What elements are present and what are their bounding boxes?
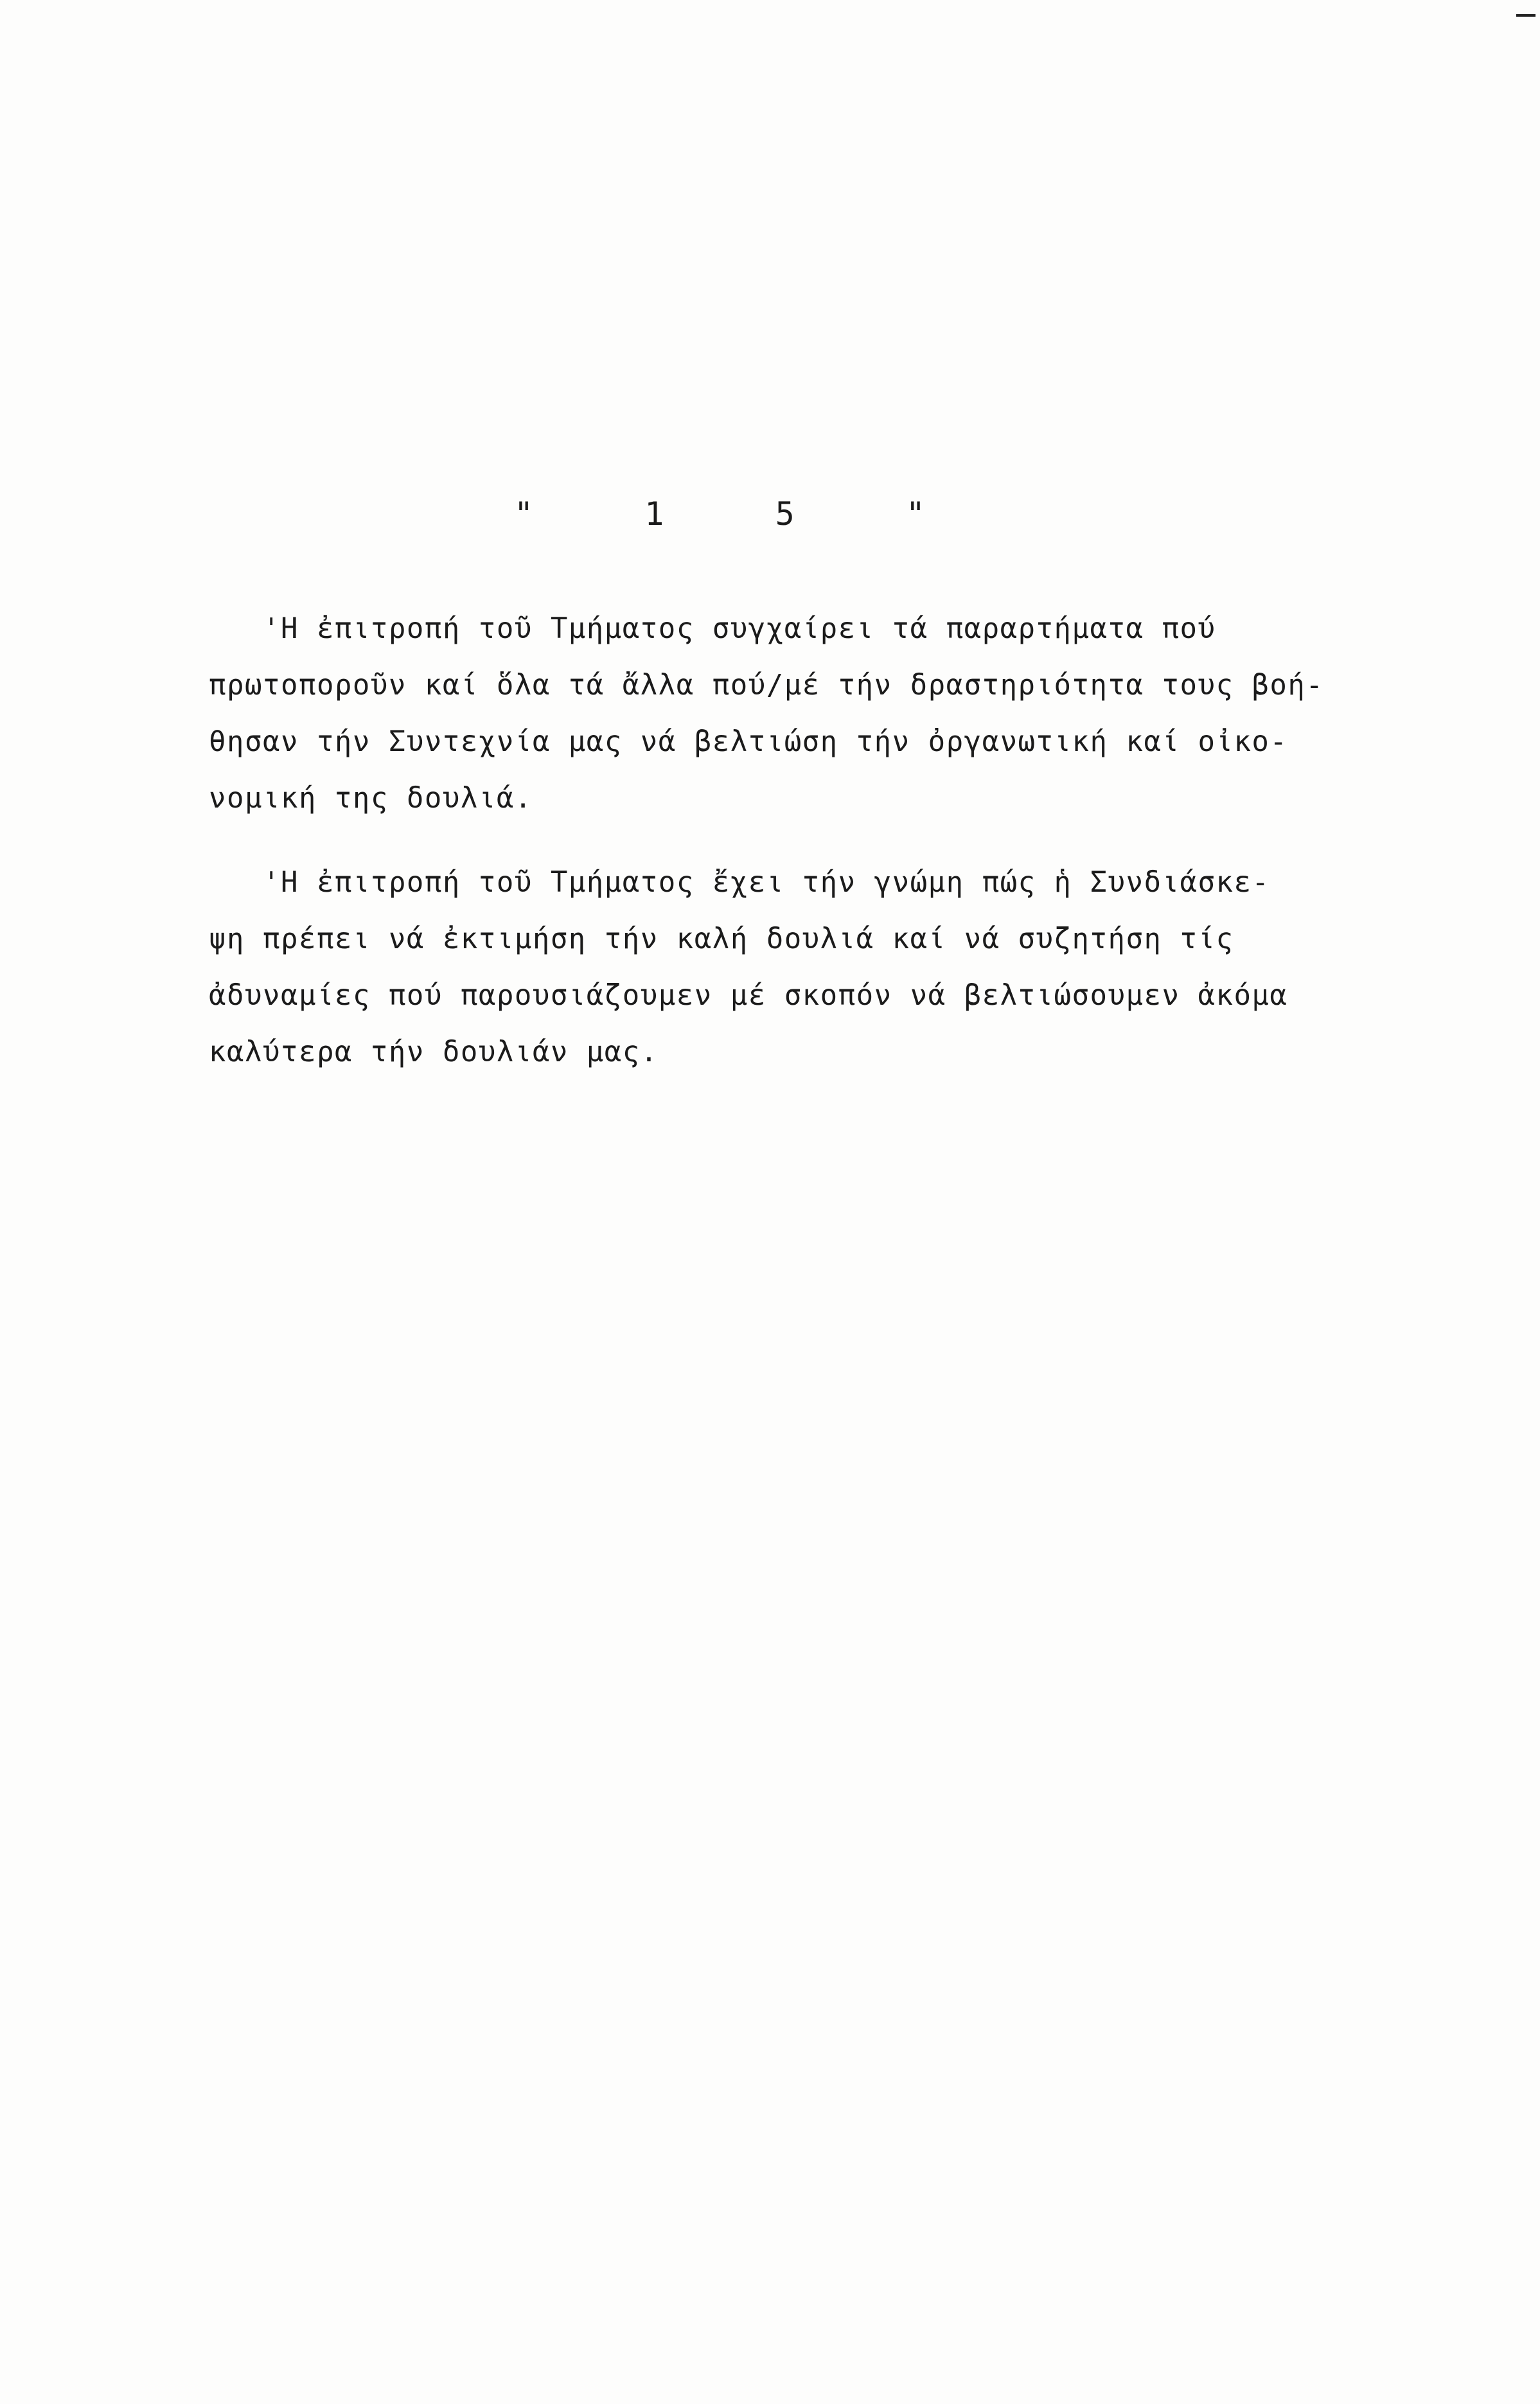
paragraph-line: 'Η ἐπιτροπή τοῦ Τμήματος συγχαίρει τά παραρτήματα πού	[209, 612, 1216, 645]
paragraph-line: πρωτοποροῦν καί ὅλα τά ἄλλα πού/μέ τήν δραστηριότητα τους βοή-	[209, 669, 1324, 702]
paragraph-line: ἀδυναμίες πού παρουσιάζουμεν μέ σκοπόν νά βελτιώσουμεν ἀκόμα	[209, 979, 1288, 1012]
page-number-digit-1: 1	[644, 495, 664, 533]
page-number-open-quote: "	[514, 495, 534, 533]
paragraph-line: καλύτερα τήν δουλιάν μας.	[209, 1036, 659, 1068]
paragraph-line: νομική της δουλιά.	[209, 782, 533, 815]
paragraph-line: θησαν τήν Συντεχνία μας νά βελτιώση τήν ὀργανωτική καί οἰκο-	[209, 725, 1288, 758]
paragraph-1	[209, 601, 1397, 827]
page-edge-mark	[1516, 14, 1536, 17]
page-number-digit-2: 5	[775, 495, 795, 533]
page-number	[514, 491, 925, 536]
paragraph-2	[209, 854, 1397, 1081]
paragraph-line: 'Η ἐπιτροπή τοῦ Τμήματος ἔχει τήν γνώμη πώς ἡ Συνδιάσκε-	[209, 866, 1270, 899]
paragraph-line: ψη πρέπει νά ἐκτιμήση τήν καλή δουλιά καί νά συζητήση τίς	[209, 923, 1234, 955]
page-number-close-quote: "	[905, 495, 925, 533]
